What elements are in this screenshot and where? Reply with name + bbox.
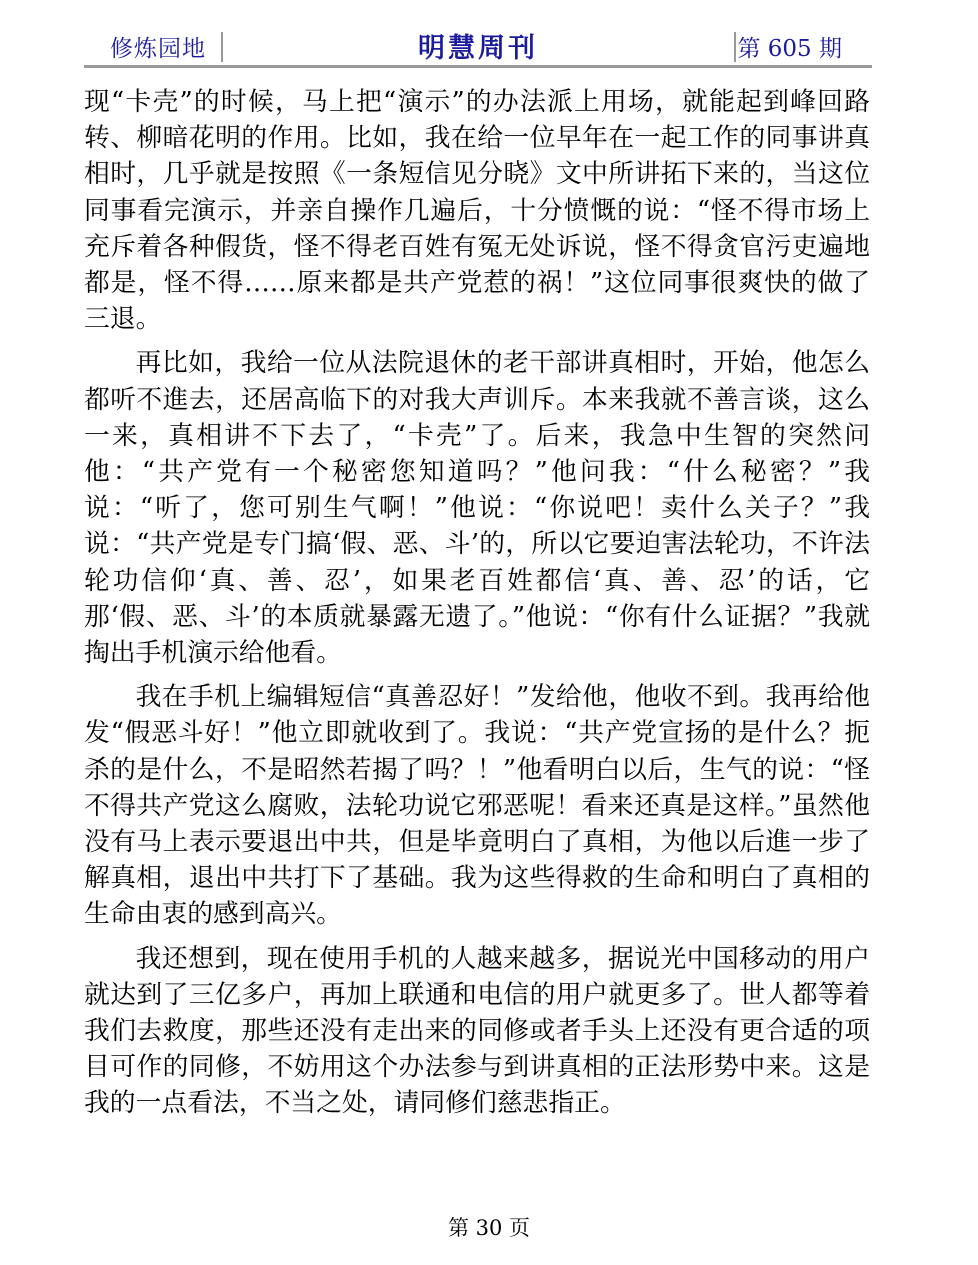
paragraph-2: 再比如，我给一位从法院退休的老干部讲真相时，开始，他怎么都听不進去，还居高临下的对我大声训斥。本来我就不善言谈，这么一来，真相讲不下去了，“卡壳”了。后来，我急中生智的突然问他：“共产党有一个秘密您知道吗？”他问我：“什么秘密？”我说：“听了，您可别生气啊！”他说：“你说吧！卖什么关子？”我说：“共产党是专门搞‘假、恶、斗’的，所以它要迫害法轮功，不许法轮功信仰‘真、善、忍’，如果老百姓都信‘真、善、忍’的话，它那‘假、恶、斗’的本质就暴露无遗了。”他说：“你有什么证据？”我就掏出手机演示给他看。 bbox=[84, 348, 870, 669]
header-rule bbox=[84, 65, 872, 68]
paragraph-4: 我还想到，现在使用手机的人越来越多，据说光中国移动的用户就达到了三亿多户，再加上联通和电信的用户就更多了。世人都等着我们去救度，那些还没有走出来的同修或者手头上还没有更合适的项目可作的同修，不妨用这个办法参与到讲真相的正法形势中来。这是我的一点看法，不当之处，请同修们慈悲指正。 bbox=[84, 943, 870, 1119]
article-body bbox=[84, 84, 870, 1122]
header-issue-number: 第 605 期 bbox=[737, 36, 842, 62]
header-divider-right bbox=[734, 32, 736, 62]
header-section-label: 修炼园地 bbox=[110, 36, 206, 62]
page-header bbox=[84, 24, 872, 68]
page-number: 第 30 页 bbox=[447, 1216, 531, 1240]
header-publication-title: 明慧周刊 bbox=[418, 33, 538, 64]
paragraph-1: 现“卡壳”的时候，马上把“演示”的办法派上用场，就能起到峰回路转、柳暗花明的作用。比如，我在给一位早年在一起工作的同事讲真相时，几乎就是按照《一条短信见分晓》文中所讲拓下来的，当这位同事看完演示，并亲自操作几遍后，十分愤慨的说：“怪不得市场上充斥着各种假货，怪不得老百姓有冤无处诉说，怪不得贪官污吏遍地都是，怪不得……原来都是共产党惹的祸！”这位同事很爽快的做了三退。 bbox=[84, 87, 870, 335]
paragraph-3: 我在手机上编辑短信“真善忍好！”发给他，他收不到。我再给他发“假恶斗好！”他立即就收到了。我说：“共产党宣扬的是什么？扼杀的是什么，不是昭然若揭了吗？！”他看明白以后，生气的说：“怪不得共产党这么腐败，法轮功说它邪恶呢！看来还真是这样。”虽然他没有马上表示要退出中共，但是毕竟明白了真相，为他以后進一步了解真相，退出中共打下了基础。我为这些得救的生命和明白了真相的生命由衷的感到高兴。 bbox=[84, 682, 870, 930]
